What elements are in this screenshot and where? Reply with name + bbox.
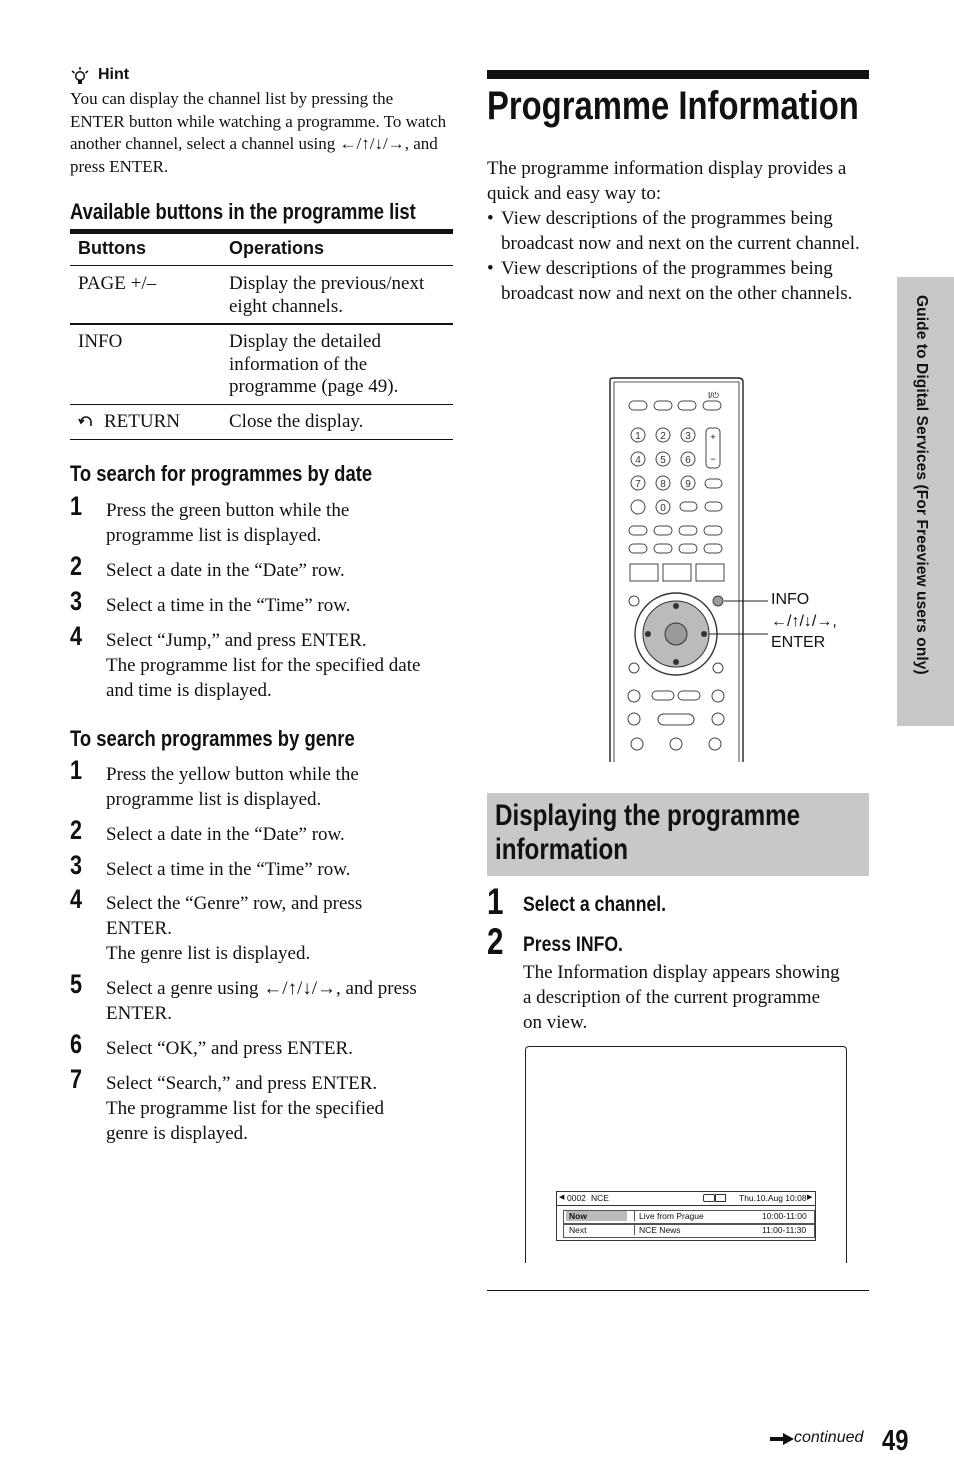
- step-text: Select a time in the “Time” row.: [106, 595, 351, 616]
- page-number: 49: [882, 1425, 909, 1457]
- svg-text:4: 4: [635, 455, 641, 466]
- chevron-right-icon: ▶: [807, 1194, 813, 1201]
- date-step-3: [70, 586, 455, 618]
- step-number: 2: [487, 921, 504, 962]
- svg-text:8: 8: [660, 479, 666, 490]
- hint-title: Hint: [98, 66, 130, 83]
- list-item: • View descriptions of the programmes being broadcast now and next on the other channels.: [487, 258, 853, 304]
- next-title: NCE News: [634, 1225, 681, 1235]
- svg-text:0: 0: [660, 503, 666, 514]
- genre-step-5: [70, 969, 455, 1026]
- step-number: 6: [70, 1029, 83, 1059]
- date-search-heading: To search for programmes by date: [70, 461, 373, 486]
- step-number: 2: [70, 551, 83, 581]
- now-title: Live from Prague: [634, 1211, 704, 1221]
- svg-text:−: −: [710, 454, 716, 464]
- datetime: Thu.10.Aug 10:08: [739, 1193, 807, 1203]
- date-step-1: [70, 491, 455, 548]
- info-callout: INFO: [771, 591, 810, 608]
- channel-number: 0002: [567, 1193, 586, 1203]
- svg-text:+: +: [710, 432, 716, 442]
- step-number: 7: [70, 1064, 83, 1094]
- display-section-heading: Displaying the programme information: [495, 799, 801, 866]
- genre-step-1: [70, 755, 455, 812]
- step-number: 1: [70, 491, 83, 521]
- page-title: Programme Information: [487, 84, 859, 128]
- step-subtext: The programme list for the specified date and time is displayed.: [106, 655, 421, 701]
- genre-step-3: [70, 850, 455, 882]
- buttons-section-heading: Available buttons in the programme list: [70, 199, 416, 224]
- step-text: Select “Search,” and press ENTER.: [106, 1073, 378, 1094]
- step-number: 4: [70, 884, 83, 914]
- subtitle-icon: [703, 1194, 715, 1202]
- col-operations-header: Operations: [229, 238, 325, 258]
- step-number: 3: [70, 586, 83, 616]
- svg-text:2: 2: [660, 431, 666, 442]
- genre-search-heading: To search programmes by genre: [70, 726, 355, 751]
- step-number: 5: [70, 969, 83, 999]
- cell-button: RETURN: [104, 411, 180, 432]
- power-label: I/⏻: [708, 391, 719, 400]
- remote-control-illustration: [600, 374, 880, 764]
- channel-name: NCE: [591, 1193, 609, 1203]
- section-tab-label: Guide to Digital Services (For Freeview users only): [913, 295, 930, 675]
- table-row: [70, 405, 453, 440]
- step-text: Press the yellow button while the programme list is displayed.: [106, 764, 359, 810]
- cell-operation: Display the previous/next eight channels.: [229, 273, 425, 317]
- cell-button: INFO: [78, 331, 123, 352]
- step-number: 4: [70, 621, 83, 651]
- svg-text:9: 9: [685, 479, 691, 490]
- step-subtext: The Information display appears showing a description of the current programme on view.: [523, 962, 840, 1033]
- svg-text:3: 3: [685, 431, 691, 442]
- bullet-list: [487, 206, 869, 306]
- step-text: Select a genre using ←/↑/↓/→, and press ENTER.: [106, 978, 417, 1024]
- step-text: Press the green button while the programme list is displayed.: [106, 500, 350, 546]
- buttons-table: [70, 234, 453, 440]
- table-row: [70, 325, 453, 405]
- bullet-text: View descriptions of the programmes being broadcast now and next on the other channels.: [501, 258, 853, 304]
- arrows-callout: ←/↑/↓/→,: [771, 613, 837, 630]
- step-text: Select a date in the “Date” row.: [106, 560, 345, 581]
- continued-label: continued: [794, 1429, 864, 1446]
- bullet-text: View descriptions of the programmes being broadcast now and next on the current channel.: [501, 208, 860, 254]
- arrow-right-icon: [770, 1433, 794, 1445]
- svg-text:1: 1: [635, 431, 641, 442]
- section-tab: [897, 277, 954, 726]
- cell-button: PAGE +/–: [78, 273, 157, 294]
- step-subtext: The programme list for the specified genre is displayed.: [106, 1098, 385, 1144]
- now-time: 10:00-11:00: [762, 1211, 807, 1221]
- step-number: 1: [487, 881, 504, 922]
- step-text: Select a time in the “Time” row.: [106, 859, 351, 880]
- step-number: 1: [70, 755, 83, 785]
- tv-screen: [525, 1046, 847, 1263]
- list-item: • View descriptions of the programmes being broadcast now and next on the current channel.: [487, 208, 860, 254]
- teletext-icon: [715, 1194, 726, 1202]
- cell-operation: Display the detailed information of the programme (page 49).: [229, 331, 399, 397]
- step-text: Select “Jump,” and press ENTER.: [106, 630, 367, 651]
- lightbulb-icon: [70, 66, 90, 86]
- hint-block: [70, 64, 455, 178]
- next-row: [563, 1224, 815, 1238]
- info-banner: [556, 1191, 816, 1241]
- chevron-left-icon: ◀: [559, 1194, 565, 1201]
- enter-callout: ENTER: [771, 634, 826, 651]
- genre-step-7: [70, 1064, 455, 1146]
- step-number: 2: [70, 815, 83, 845]
- genre-step-2: [70, 815, 455, 847]
- cell-operation: Close the display.: [229, 411, 364, 432]
- step-text: Select the “Genre” row, and press ENTER.: [106, 893, 363, 939]
- genre-step-4: [70, 884, 455, 966]
- col-buttons-header: Buttons: [78, 238, 146, 258]
- svg-text:5: 5: [660, 455, 666, 466]
- next-time: 11:00-11:30: [762, 1225, 807, 1235]
- footer: [770, 1425, 930, 1465]
- now-row: [563, 1210, 815, 1224]
- step-text: Press INFO.: [523, 932, 623, 956]
- bottom-rule: [487, 1290, 869, 1291]
- svg-text:7: 7: [635, 479, 641, 490]
- step-number: 3: [70, 850, 83, 880]
- step-text: Select a date in the “Date” row.: [106, 824, 345, 845]
- step-subtext: The genre list is displayed.: [106, 943, 311, 964]
- now-label: Now: [566, 1211, 627, 1221]
- title-top-rule: [487, 70, 869, 79]
- display-section-header: [487, 793, 869, 876]
- return-icon: [78, 415, 96, 429]
- genre-step-6: [70, 1029, 455, 1061]
- date-step-2: [70, 551, 455, 583]
- next-label: Next: [569, 1225, 587, 1235]
- date-step-4: [70, 621, 455, 703]
- intro-text: The programme information display provides a quick and easy way to:: [487, 158, 847, 204]
- table-row: [70, 266, 453, 325]
- hint-text: You can display the channel list by pressing the ENTER button while watching a programme. To watch another channel, select a channel using ←/↑/↓/→, and press ENTER.: [70, 89, 447, 176]
- step-text: Select “OK,” and press ENTER.: [106, 1038, 353, 1059]
- step-text: Select a channel.: [523, 892, 667, 916]
- svg-text:6: 6: [685, 455, 691, 466]
